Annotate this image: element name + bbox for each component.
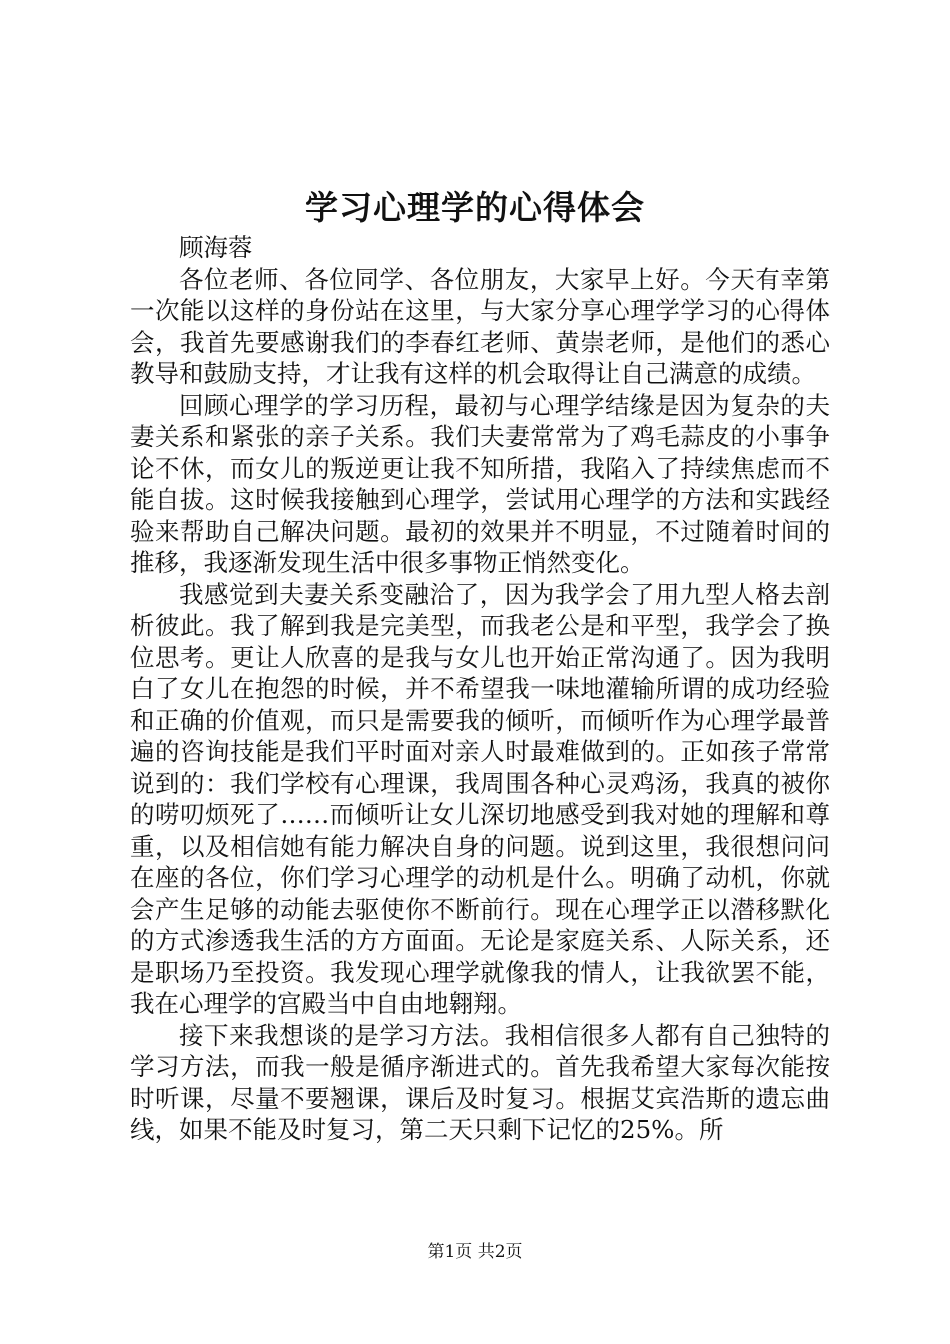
document-title: 学习心理学的心得体会 xyxy=(305,188,645,227)
document-body xyxy=(130,232,830,1146)
paragraph-3: 我感觉到夫妻关系变融洽了，因为我学会了用九型人格去剖析彼此。我了解到我是完美型，而我老公是和平型，我学会了换位思考。更让人欣喜的是我与女儿也开始正常沟通了。因为我明白了女儿在抱怨的时候，并不希望我一味地灌输所谓的成功经验和正确的价值观，而只是需要我的倾听，而倾听作为心理学最普遍的咨询技能是我们平时面对亲人时最难做到的。正如孩子常常说到的：我们学校有心理课，我周围各种心灵鸡汤，我真的被你的唠叨烦死了……而倾听让女儿深切地感受到我对她的理解和尊重，以及相信她有能力解决自身的问题。说到这里，我很想问问在座的各位，你们学习心理学的动机是什么。明确了动机，你就会产生足够的动能去驱使你不断前行。现在心理学正以潜移默化的方式渗透我生活的方方面面。无论是家庭关系、人际关系，还是职场乃至投资。我发现心理学就像我的情人，让我欲罢不能，我在心理学的宫殿当中自由地翱翔。 xyxy=(130,579,830,1018)
page-footer: 第1页 共2页 xyxy=(427,1242,523,1262)
author-name: 顾海蓉 xyxy=(179,233,253,262)
paragraph-4: 接下来我想谈的是学习方法。我相信很多人都有自己独特的学习方法，而我一般是循序渐进式的。首先我希望大家每次能按时听课，尽量不要翘课，课后及时复习。根据艾宾浩斯的遗忘曲线，如果不能及时复习，第二天只剩下记忆的25%。所 xyxy=(130,1020,830,1144)
paragraph-1: 各位老师、各位同学、各位朋友，大家早上好。今天有幸第一次能以这样的身份站在这里，与大家分享心理学学习的心得体会，我首先要感谢我们的李春红老师、黄崇老师，是他们的悉心教导和鼓励支持，才让我有这样的机会取得让自己满意的成绩。 xyxy=(130,264,830,388)
paragraph-2: 回顾心理学的学习历程，最初与心理学结缘是因为复杂的夫妻关系和紧张的亲子关系。我们夫妻常常为了鸡毛蒜皮的小事争论不休，而女儿的叛逆更让我不知所措，我陷入了持续焦虑而不能自拔。这时候我接触到心理学，尝试用心理学的方法和实践经验来帮助自己解决问题。最初的效果并不明显，不过随着时间的推移，我逐渐发现生活中很多事物正悄然变化。 xyxy=(130,390,830,577)
